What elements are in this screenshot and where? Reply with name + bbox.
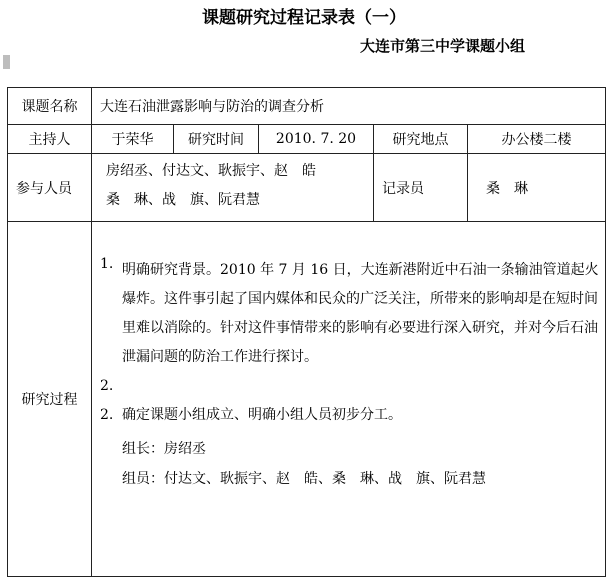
participants-line-1: 房绍丞、付达文、耿振宇、赵 皓 [106, 163, 316, 179]
page-title: 课题研究过程记录表（一） [202, 8, 406, 28]
participants-line-2: 桑 琳、战 旗、阮君慧 [106, 192, 260, 208]
recorder-label: 记录员 [374, 154, 468, 222]
page-subtitle: 大连市第三中学课题小组 [360, 37, 526, 55]
host-value: 于荣华 [92, 125, 174, 154]
place-value: 办公楼二楼 [468, 125, 606, 154]
process-row [8, 222, 606, 577]
item-text: 明确研究背景。2010 年 7 月 16 日，大连新港附近中石油一条输油管道起火爆炸。这件事引起了国内媒体和民众的广泛关注，所带来的影响却是在短时间里难以消除的。针对这件事情带来的影响有必要进行深入研究，并对今后石油泄漏问题的防治工作进行探讨。 [122, 262, 599, 365]
time-value: 2010. 7. 20 [259, 125, 374, 154]
item-text: 确定课题小组成立、明确小组人员初步分工。 [122, 407, 402, 423]
participants-value [92, 154, 374, 222]
record-table [7, 87, 606, 577]
participants-label: 参与人员 [8, 154, 92, 222]
topic-row [8, 88, 606, 125]
participants-row [8, 154, 606, 222]
group-assignments [100, 434, 599, 494]
place-label: 研究地点 [374, 125, 468, 154]
process-label: 研究过程 [8, 222, 92, 577]
item-number: 2. [100, 407, 114, 423]
process-item-2 [100, 372, 599, 401]
time-label: 研究时间 [174, 125, 259, 154]
recorder-value: 桑 琳 [468, 154, 606, 222]
process-content [92, 222, 606, 577]
topic-value: 大连石油泄露影响与防治的调查分析 [92, 88, 606, 125]
group-members: 组员：付达文、耿振宇、赵 皓、桑 琳、战 旗、阮君慧 [122, 471, 486, 487]
item-text [122, 372, 599, 401]
host-label: 主持人 [8, 125, 92, 154]
margin-mark [3, 55, 10, 69]
process-item-1 [100, 256, 599, 372]
process-item-3 [100, 401, 599, 430]
host-row [8, 125, 606, 154]
group-leader: 组长：房绍丞 [122, 441, 206, 457]
topic-label: 课题名称 [8, 88, 92, 125]
item-number: 1. [100, 256, 114, 272]
item-number: 2. [100, 378, 114, 394]
